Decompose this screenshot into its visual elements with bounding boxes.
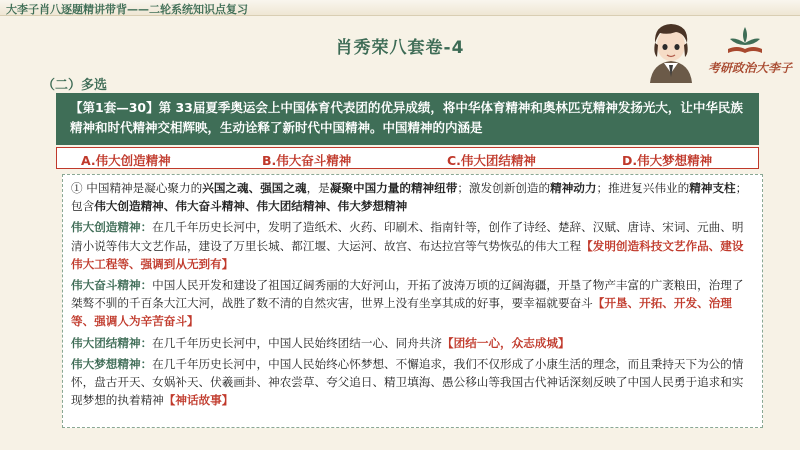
top-banner <box>0 0 800 16</box>
cartoon-teacher-avatar <box>640 19 702 83</box>
item-text: 在几千年历史长河中，发明了造纸术、火药、印刷术、指南针等，创作了诗经、楚辞、汉赋、唐诗、宋词、元曲、明清小说等伟大文艺作品，建设了万里长城、都江堰、大运河、故宫、布达拉宫等气势恢弘的伟大工程 <box>71 220 744 253</box>
brand-name: 考研政治大李子 <box>708 61 793 75</box>
intro-text: ；包含 <box>71 181 748 214</box>
explanation-item-struggle <box>71 276 754 331</box>
brand-logo <box>640 19 793 83</box>
option-c[interactable]: C.伟大团结精神 <box>447 153 536 168</box>
question-text: 第 33届夏季奥运会上中国体育代表团的优异成绩，将中华体育精神和奥林匹克精神发扬光大，让中华民族精神和时代精神交相辉映，生动诠释了新时代中国精神。中国精神的内涵是 <box>70 100 743 135</box>
explanation-box <box>62 174 763 428</box>
question-id: 【第1套—30】 <box>70 100 159 115</box>
item-text: 在几千年历史长河中，中国人民始终心怀梦想、不懈追求，我们不仅形成了小康生活的理念，而且秉持天下为公的情怀，盘古开天、女娲补天、伏羲画卦、神农尝草、夸父追日、精卫填海、愚公移山等我国古代神话深刻反映了中国人民勇于追求和实现梦想的执着精神 <box>71 356 744 408</box>
item-keypoint: 【团结一心，众志成城】 <box>442 335 570 350</box>
intro-text: ① 中国精神是凝心聚力的 <box>71 181 203 195</box>
item-keypoint: 【开垦、开拓、开发、治理等、强调人为辛苦奋斗】 <box>71 296 732 329</box>
options-row <box>56 147 759 169</box>
item-heading: 伟大奋斗精神： <box>71 278 153 293</box>
intro-bold: 兴国之魂、强国之魂 <box>202 181 307 195</box>
section-label: （二）多选 <box>42 78 108 93</box>
intro-text: ；激发创新创造的 <box>457 181 551 195</box>
item-keypoint: 【神话故事】 <box>163 393 234 408</box>
option-d[interactable]: D.伟大梦想精神 <box>622 153 713 168</box>
intro-bold: 精神动力 <box>550 181 597 195</box>
item-text: 中国人民开发和建设了祖国辽阔秀丽的大好河山，开拓了波涛万顷的辽阔海疆，开垦了物产丰富的广袤粮田，治理了桀骜不驯的千百条大江大河，战胜了数不清的自然灾害，世界上没有坐享其成的好事，要幸福就要奋斗 <box>71 278 744 311</box>
intro-bold: 伟大创造精神、伟大奋斗精神、伟大团结精神、伟大梦想精神 <box>94 199 408 214</box>
intro-text: ，是 <box>306 181 330 195</box>
question-box <box>56 93 759 145</box>
item-heading: 伟大团结精神： <box>71 335 153 350</box>
intro-text: ；推进复兴伟业的 <box>596 181 690 195</box>
page-title: 肖秀荣八套卷-4 <box>335 38 465 58</box>
option-a[interactable]: A.伟大创造精神 <box>81 153 171 168</box>
explanation-intro <box>71 179 754 215</box>
lotus-book-logo-icon <box>720 23 770 57</box>
item-heading: 伟大梦想精神： <box>71 356 153 371</box>
item-heading: 伟大创造精神： <box>71 220 153 235</box>
explanation-item-creation <box>71 218 754 273</box>
item-text: 在几千年历史长河中，中国人民始终团结一心、同舟共济 <box>152 335 443 350</box>
item-keypoint: 【发明创造科技文艺作品、建设伟大工程等、强调到从无到有】 <box>71 238 744 271</box>
course-title: 大李子肖八逐题精讲带背——二轮系统知识点复习 <box>6 3 248 16</box>
intro-bold: 凝聚中国力量的精神纽带 <box>329 181 458 195</box>
explanation-item-unity <box>71 334 754 352</box>
intro-bold: 精神支柱 <box>689 181 736 195</box>
option-b[interactable]: B.伟大奋斗精神 <box>262 153 352 168</box>
explanation-item-dream <box>71 355 754 410</box>
